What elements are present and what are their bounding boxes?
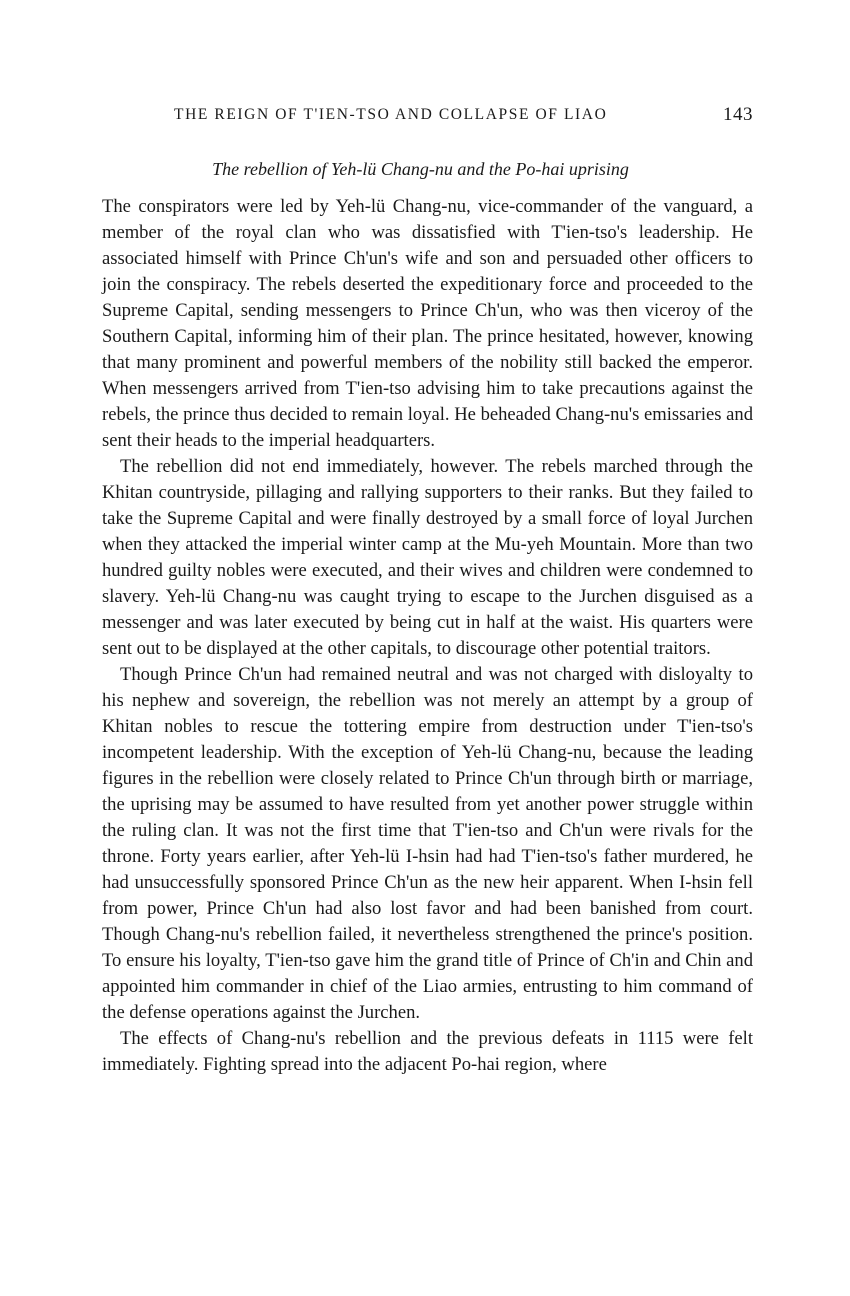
- paragraph: Though Prince Ch'un had remained neutral and was not charged with disloyalty to his nephew and sovereign, the rebellion was not merely an attempt by a group of Khitan nobles to rescue the tottering empire from destruction under T'ien-tso's incompetent leadership. With the exception of Yeh-lü Chang-nu, because the leading figures in the rebellion were closely related to Prince Ch'un through birth or marriage, the uprising may be assumed to have resulted from yet another power struggle within the ruling clan. It was not the first time that T'ien-tso and Ch'un were rivals for the throne. Forty years earlier, after Yeh-lü I-hsin had had T'ien-tso's father murdered, he had unsuccessfully sponsored Prince Ch'un as the new heir apparent. When I-hsin fell from power, Prince Ch'un had also lost favor and had been banished from court. Though Chang-nu's rebellion failed, it nevertheless strengthened the prince's position. To ensure his loyalty, T'ien-tso gave him the grand title of Prince of Ch'in and Chin and appointed him commander in chief of the Liao armies, entrusting to him command of the defense operations against the Jurchen.: [102, 664, 753, 1023]
- paragraph: The rebellion did not end immediately, however. The rebels marched through the Khitan countryside, pillaging and rallying supporters to their ranks. But they failed to take the Supreme Capital and were finally destroyed by a small force of loyal Jurchen when they attacked the imperial winter camp at the Mu-yeh Mountain. More than two hundred guilty nobles were executed, and their wives and children were condemned to slavery. Yeh-lü Chang-nu was caught trying to escape to the Jurchen disguised as a messenger and was later executed by being cut in half at the waist. His quarters were sent out to be displayed at the other capitals, to discourage other potential traitors.: [102, 456, 753, 659]
- page-number: 143: [723, 104, 753, 125]
- paragraph: The effects of Chang-nu's rebellion and the previous defeats in 1115 were felt immediately. Fighting spread into the adjacent Po-hai region, where: [102, 1028, 753, 1075]
- book-page: [102, 100, 753, 1078]
- body-text: [102, 194, 753, 1078]
- paragraph: The conspirators were led by Yeh-lü Chang-nu, vice-commander of the vanguard, a member of the royal clan who was dissatisfied with T'ien-tso's leadership. He associated himself with Prince Ch'un's wife and son and persuaded other officers to join the conspiracy. The rebels deserted the expeditionary force and proceeded to the Supreme Capital, sending messengers to Prince Ch'un, who was then viceroy of the Southern Capital, informing him of their plan. The prince hesitated, however, knowing that many prominent and powerful members of the nobility still backed the emperor. When messengers arrived from T'ien-tso advising him to take precautions against the rebels, the prince thus decided to remain loyal. He beheaded Chang-nu's emissaries and sent their heads to the imperial headquarters.: [102, 196, 753, 451]
- running-header: [102, 100, 753, 130]
- section-heading: The rebellion of Yeh-lü Chang-nu and the Po-hai uprising: [212, 159, 629, 179]
- running-title: THE REIGN OF T'IEN-TSO AND COLLAPSE OF LIAO: [174, 106, 608, 123]
